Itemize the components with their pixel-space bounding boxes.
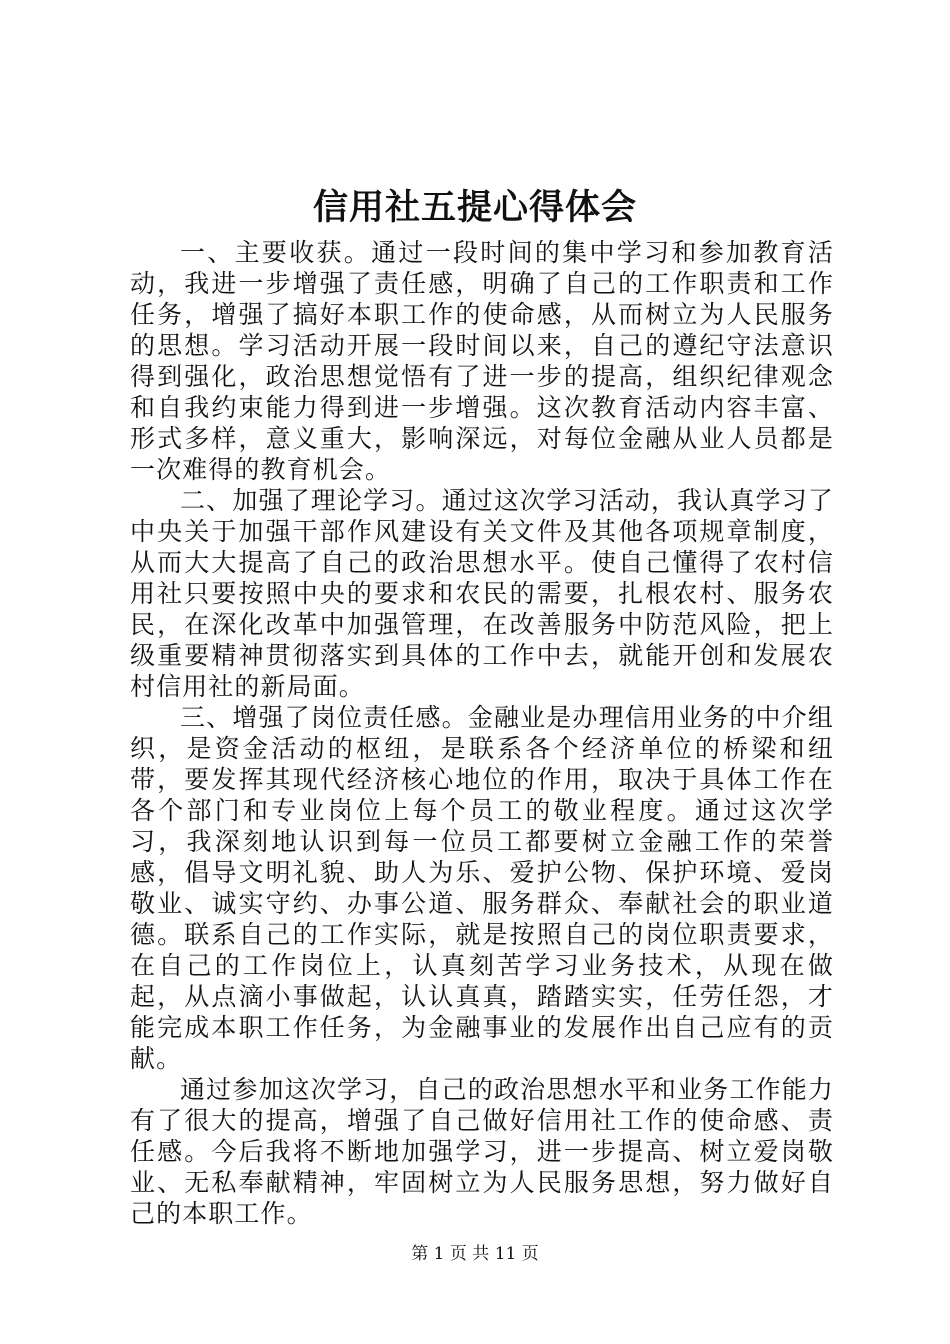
paragraph-main-gains: 一、主要收获。通过一段时间的集中学习和参加教育活动，我进一步增强了责任感，明确了自己的工作职责和工作任务，增强了搞好本职工作的使命感，从而树立为人民服务的思想。学习活动开展一段时间以来，自己的遵纪守法意识得到强化，政治思想觉悟有了进一步的提高，组织纪律观念和自我约束能力得到进一步增强。这次教育活动内容丰富、形式多样，意义重大，影响深远，对每位金融从业人员都是一次难得的教育机会。 (130, 238, 834, 484)
document-title: 信用社五提心得体会 (312, 187, 637, 228)
page-number-footer: 第 1 页 共 11 页 (411, 1244, 539, 1264)
paragraph-conclusion: 通过参加这次学习，自己的政治思想水平和业务工作能力有了很大的提高，增强了自己做好信用社工作的使命感、责任感。今后我将不断地加强学习，进一步提高、树立爱岗敬业、无私奉献精神，牢固树立为人民服务思想，努力做好自己的本职工作。 (130, 1075, 834, 1228)
document-body (130, 237, 834, 1229)
paragraph-job-responsibility: 三、增强了岗位责任感。金融业是办理信用业务的中介组织，是资金活动的枢纽，是联系各个经济单位的桥梁和纽带，要发挥其现代经济核心地位的作用，取决于具体工作在各个部门和专业岗位上每个员工的敬业程度。通过这次学习，我深刻地认识到每一位员工都要树立金融工作的荣誉感，倡导文明礼貌、助人为乐、爱护公物、保护环境、爱岗敬业、诚实守约、办事公道、服务群众、奉献社会的职业道德。联系自己的工作实际，就是按照自己的岗位职责要求，在自己的工作岗位上，认真刻苦学习业务技术，从现在做起，从点滴小事做起，认认真真，踏踏实实，任劳任怨，才能完成本职工作任务，为金融事业的发展作出自己应有的贡献。 (130, 703, 834, 1073)
paragraph-theory-study: 二、加强了理论学习。通过这次学习活动，我认真学习了中央关于加强干部作风建设有关文件及其他各项规章制度，从而大大提高了自己的政治思想水平。使自己懂得了农村信用社只要按照中央的要求和农民的需要，扎根农村、服务农民，在深化改革中加强管理，在改善服务中防范风险，把上级重要精神贯彻落实到具体的工作中去，就能开创和发展农村信用社的新局面。 (130, 486, 834, 701)
